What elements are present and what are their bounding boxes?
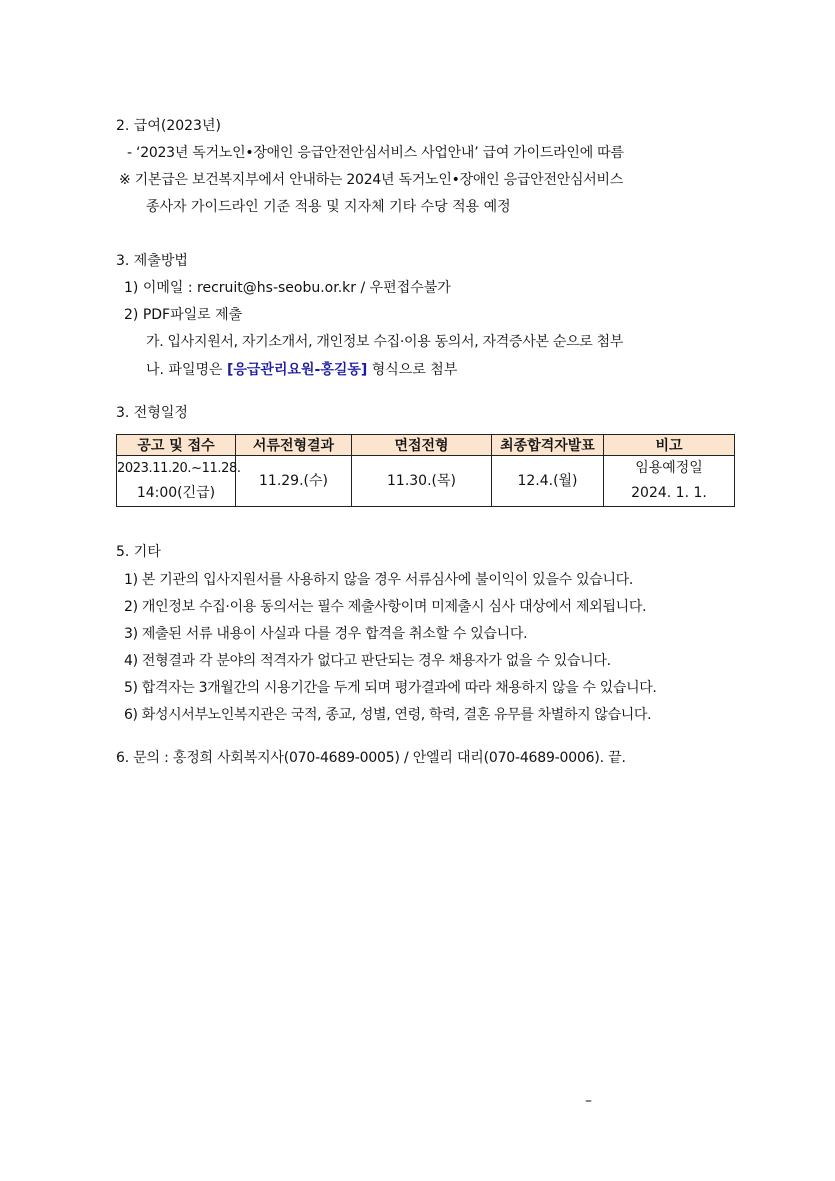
salary-heading: 2. 급여(2023년) bbox=[116, 118, 221, 134]
posting-period: 2023.11.20.~11.28. bbox=[117, 461, 241, 476]
cell-posting bbox=[117, 456, 241, 507]
etc-heading: 5. 기타 bbox=[116, 544, 161, 560]
cell-document-result: 11.29.(수) bbox=[236, 456, 352, 507]
col-posting: 공고 및 접수 bbox=[117, 435, 236, 456]
col-document-result: 서류전형결과 bbox=[236, 435, 352, 456]
salary-guideline-text: - ‘2023년 독거노인•장애인 응급안전안심서비스 사업안내’ 급여 가이드라인에 따름 bbox=[127, 145, 624, 161]
posting-deadline: 14:00(긴급) bbox=[136, 485, 216, 501]
salary-note-line-1: ※ 기본급은 보건복지부에서 안내하는 2024년 독거노인•장애인 응급안전안심서비스 bbox=[119, 172, 624, 188]
contact-info: 6. 문의 : 홍정희 사회복지사(070-4689-0005) / 안엘리 대리(070-4689-0006). 끝. bbox=[116, 750, 626, 766]
cell-final-announcement: 12.4.(월) bbox=[492, 456, 604, 507]
page-footer-mark: – bbox=[585, 1093, 592, 1109]
schedule-heading: 3. 전형일정 bbox=[116, 405, 188, 421]
etc-item-3: 3) 제출된 서류 내용이 사실과 다를 경우 합격을 취소할 수 있습니다. bbox=[124, 626, 528, 642]
filename-prefix: 나. 파일명은 bbox=[146, 362, 227, 378]
etc-item-6: 6) 화성시서부노인복지관은 국적, 종교, 성별, 연령, 학력, 결혼 유무를 차별하지 않습니다. bbox=[124, 707, 652, 723]
etc-item-1: 1) 본 기관의 입사지원서를 사용하지 않을 경우 서류심사에 불이익이 있을수 있습니다. bbox=[124, 572, 634, 588]
col-remark: 비고 bbox=[604, 435, 735, 456]
filename-format-highlight: [응급관리요원-홍길동] bbox=[226, 362, 368, 378]
etc-item-5: 5) 합격자는 3개월간의 시용기간을 두게 되며 평가결과에 따라 채용하지 않을 수 있습니다. bbox=[124, 680, 657, 696]
submission-email-item: 1) 이메일 : recruit@hs-seobu.or.kr / 우편접수불가 bbox=[124, 280, 451, 296]
schedule-table bbox=[116, 434, 735, 507]
col-final-announcement: 최종합격자발표 bbox=[492, 435, 604, 456]
submission-heading: 3. 제출방법 bbox=[116, 253, 188, 269]
remark-date: 2024. 1. 1. bbox=[631, 485, 707, 501]
salary-note-line-2: 종사자 가이드라인 기준 적용 및 지자체 기타 수당 적용 예정 bbox=[146, 199, 511, 215]
etc-item-4: 4) 전형결과 각 분야의 적격자가 없다고 판단되는 경우 채용자가 없을 수 있습니다. bbox=[124, 653, 611, 669]
cell-interview: 11.30.(목) bbox=[352, 456, 492, 507]
submission-pdf-item: 2) PDF파일로 제출 bbox=[124, 307, 243, 323]
etc-item-2: 2) 개인정보 수집·이용 동의서는 필수 제출사항이며 미제출시 심사 대상에서 제외됩니다. bbox=[124, 599, 647, 615]
filename-suffix: 형식으로 첨부 bbox=[367, 362, 458, 378]
schedule-header-row bbox=[117, 435, 735, 456]
col-interview: 면접전형 bbox=[352, 435, 492, 456]
cell-remark bbox=[604, 456, 735, 507]
submission-attachments-item: 가. 입사지원서, 자기소개서, 개인정보 수집·이용 동의서, 자격증사본 순으로 첨부 bbox=[146, 334, 624, 350]
submission-filename-item bbox=[146, 363, 457, 377]
schedule-row bbox=[117, 456, 735, 507]
remark-label: 임용예정일 bbox=[635, 460, 703, 476]
